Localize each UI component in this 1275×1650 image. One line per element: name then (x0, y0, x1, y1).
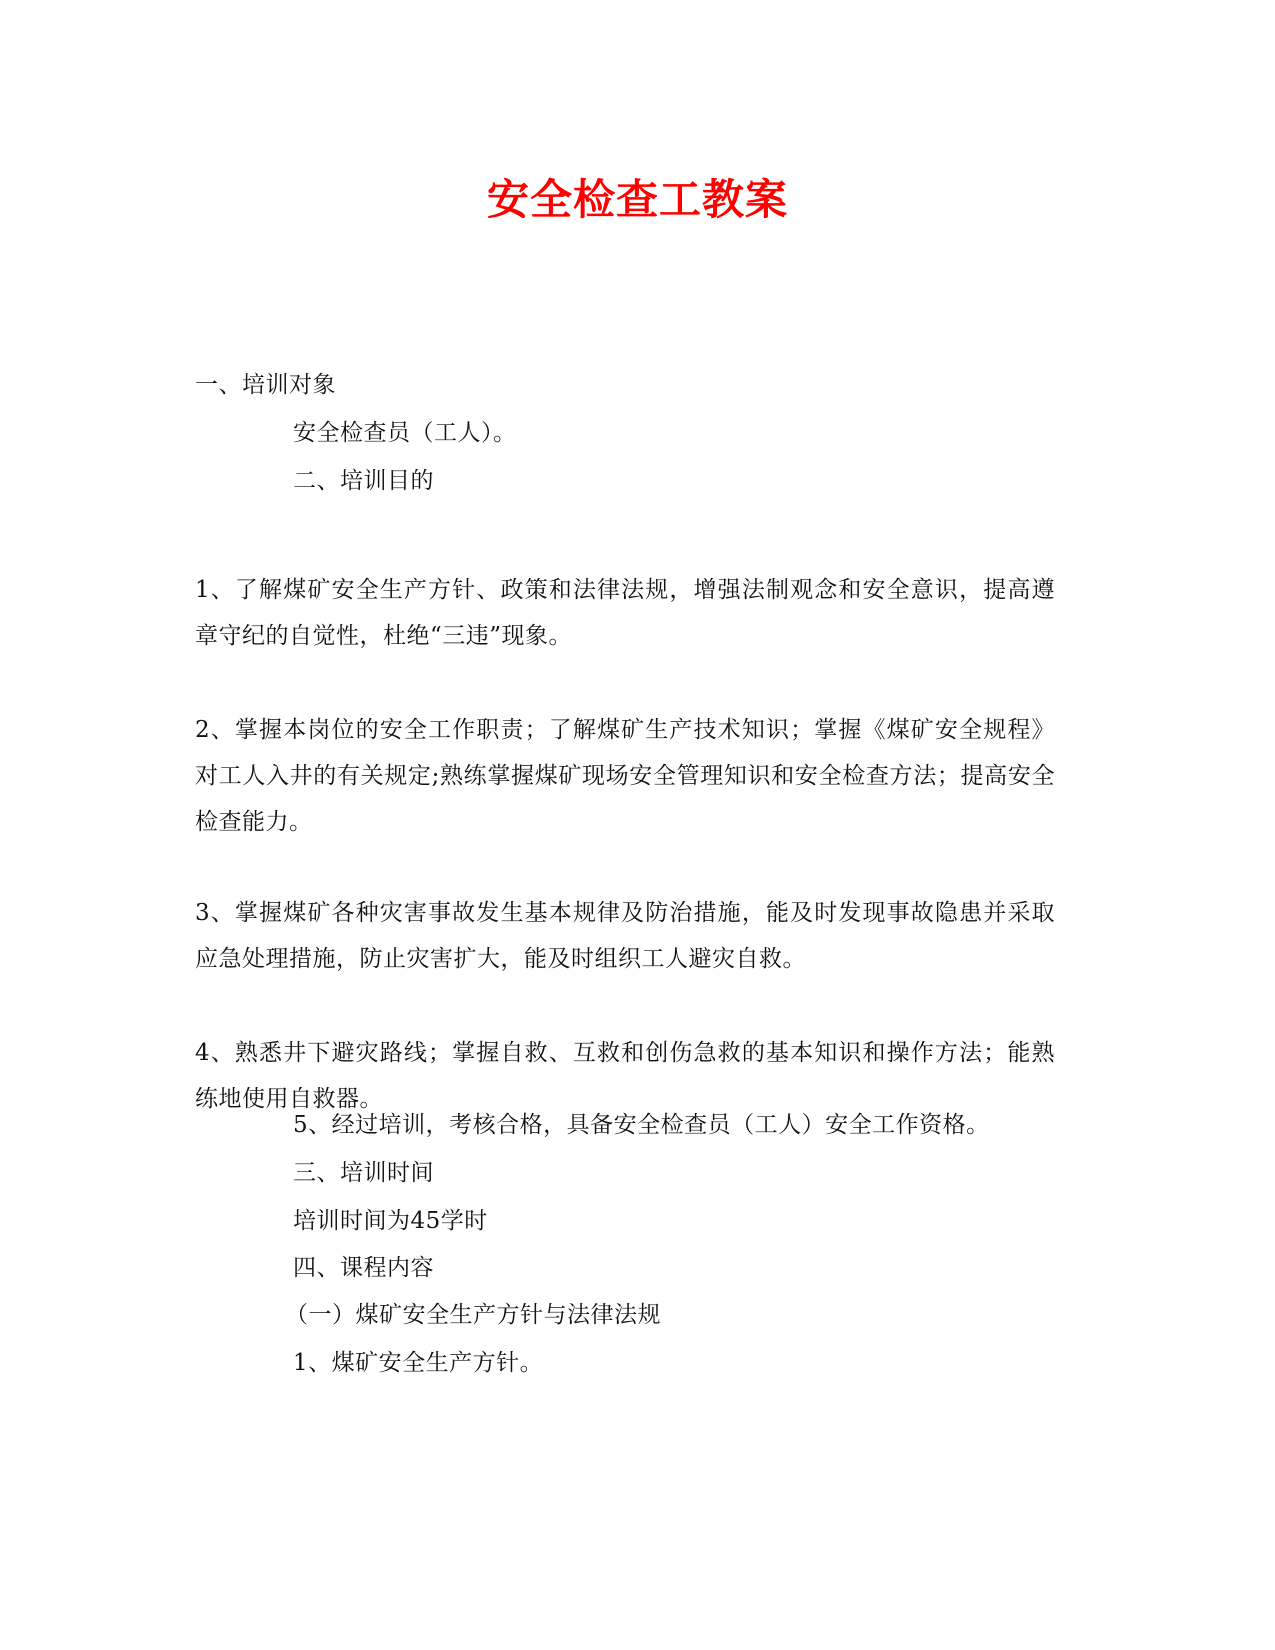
course-item-1: 1、煤矿安全生产方针。 (293, 1350, 544, 1376)
training-time-text: 培训时间为45学时 (293, 1208, 488, 1234)
section-heading-training-purpose: 二、培训目的 (293, 468, 434, 494)
training-target-text: 安全检查员（工人）。 (293, 420, 517, 446)
purpose-item-3: 3、掌握煤矿各种灾害事故发生基本规律及防治措施，能及时发现事故隐患并采取应急处理措施，防止灾害扩大，能及时组织工人避灾自救。 (195, 900, 1055, 972)
section-heading-training-target: 一、培训对象 (195, 372, 336, 398)
section-heading-training-time: 三、培训时间 (293, 1160, 434, 1186)
purpose-item-4: 4、熟悉井下避灾路线；掌握自救、互救和创伤急救的基本知识和操作方法；能熟练地使用自救器。 (195, 1040, 1055, 1112)
purpose-item-2: 2、掌握本岗位的安全工作职责；了解煤矿生产技术知识；掌握《煤矿安全规程》对工人入井的有关规定;熟练掌握煤矿现场安全管理知识和安全检查方法；提高安全检查能力。 (195, 717, 1055, 835)
subsection-heading-1: （一）煤矿安全生产方针与法律法规 (285, 1302, 661, 1328)
section-heading-course-content: 四、课程内容 (293, 1255, 434, 1281)
purpose-item-5: 5、经过培训，考核合格，具备安全检查员（工人）安全工作资格。 (293, 1112, 990, 1138)
document-title: 安全检查工教案 (486, 175, 788, 224)
purpose-item-1: 1、了解煤矿安全生产方针、政策和法律法规，增强法制观念和安全意识，提高遵章守纪的自觉性，杜绝“三违”现象。 (195, 577, 1055, 649)
